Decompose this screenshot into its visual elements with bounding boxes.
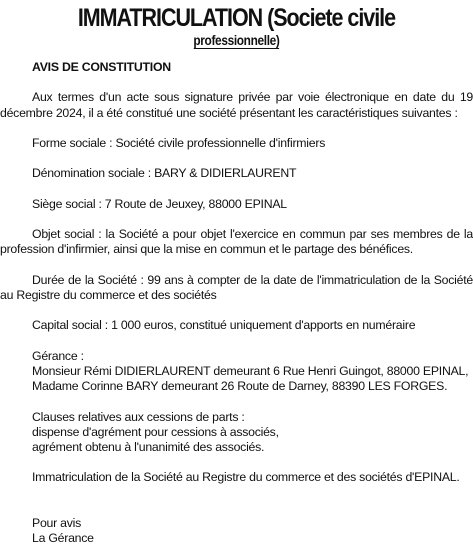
- share-capital: Capital social : 1 000 euros, constitué uniquement d'apports en numéraire: [32, 318, 416, 333]
- spacer: [0, 501, 473, 516]
- company-name: Dénomination sociale : BARY & DIDIERLAURENT: [32, 166, 297, 181]
- clause-entry: dispense d'agrément pour cessions à associés,: [32, 424, 279, 439]
- registration-statement: Immatriculation de la Société au Registre du commerce et des sociétés d'EPINAL.: [32, 470, 460, 485]
- company-duration: Durée de la Société : 99 ans à compter de la date de l'immatriculation de la Société au Registre du commerce et des sociétés: [0, 272, 473, 302]
- clauses-label: Clauses relatives aux cessions de parts :: [32, 409, 245, 424]
- clause-entry: agrément obtenu à l'unanimité des associés.: [32, 439, 265, 454]
- notice-title: IMMATRICULATION (Societe civile: [77, 4, 396, 32]
- management-section: [0, 349, 473, 395]
- manager-entry: Madame Corinne BARY demeurant 26 Route de Darney, 88390 LES FORGES.: [32, 379, 448, 394]
- corporate-purpose: Objet social : la Société a pour objet l'exercice en commun par ses membres de la profession d'infirmier, ainsi que la mise en commun et le partage des bénéfices.: [0, 227, 473, 257]
- manager-entry: Monsieur Rémi DIDIERLAURENT demeurant 6 Rue Henri Guingot, 88000 EPINAL,: [32, 363, 469, 378]
- section-heading: AVIS DE CONSTITUTION: [32, 60, 171, 74]
- intro-paragraph: Aux termes d'un acte sous signature privée par voie électronique en date du 19 décembre 2024, il a été constitué une société présentant les caractéristiques suivantes :: [0, 90, 473, 120]
- notice-subtitle-text: professionnelle): [193, 33, 280, 48]
- signature-block: [0, 516, 473, 546]
- share-transfer-clauses: [0, 410, 473, 456]
- signature-line: Pour avis: [32, 515, 82, 530]
- notice-subtitle: [28, 33, 444, 49]
- signature-line: La Gérance: [32, 531, 94, 546]
- management-label: Gérance :: [32, 348, 84, 363]
- legal-form: Forme sociale : Société civile professionnelle d'infirmiers: [32, 135, 326, 150]
- registered-office: Siège social : 7 Route de Jeuxey, 88000 EPINAL: [32, 196, 287, 211]
- notice-body: [0, 60, 473, 546]
